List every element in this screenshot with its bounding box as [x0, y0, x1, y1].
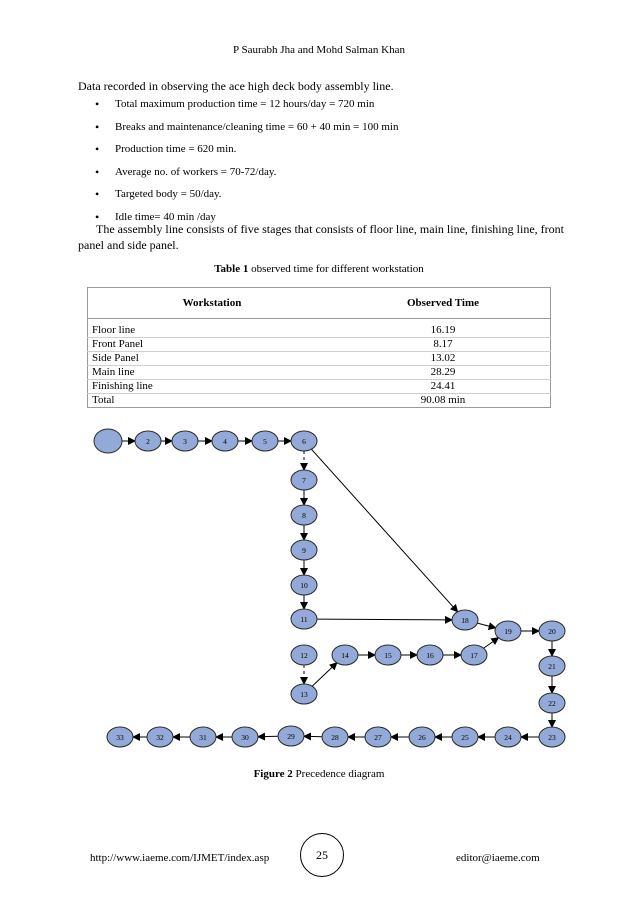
precedence-arrow-13-to-14	[312, 663, 337, 686]
bullet-item: • Breaks and maintenance/cleaning time = 60 + 40 min = 100 min	[78, 120, 578, 143]
bullet-item: • Average no. of workers = 70-72/day.	[78, 165, 578, 188]
workstation-cell: Main line	[88, 366, 337, 380]
bullet-item: • Idle time= 40 min /day	[78, 210, 578, 233]
precedence-node-11	[291, 609, 317, 629]
header-workstation: Workstation	[88, 288, 337, 319]
node-label: 16	[426, 651, 434, 660]
precedence-node-12	[291, 645, 317, 665]
node-label: 6	[302, 437, 306, 446]
table-caption-text: observed time for different workstation	[248, 263, 424, 275]
precedence-node-33	[107, 727, 133, 747]
node-label: 20	[548, 627, 556, 636]
precedence-node-6	[291, 431, 317, 451]
bullet-item: • Total maximum production time = 12 hours/day = 720 min	[78, 97, 578, 120]
precedence-node-31	[190, 727, 216, 747]
node-label: 25	[461, 733, 469, 742]
precedence-node-17	[461, 645, 487, 665]
running-head: P Saurabh Jha and Mohd Salman Khan	[233, 44, 405, 56]
precedence-node-3	[172, 431, 198, 451]
figure-caption-label: Figure 2	[253, 768, 293, 780]
node-label: 21	[548, 662, 556, 671]
precedence-node-18	[452, 610, 478, 630]
footer-url: http://www.iaeme.com/IJMET/index.asp	[90, 852, 270, 864]
observed-time-cell: 16.19	[430, 324, 456, 336]
precedence-node-25	[452, 727, 478, 747]
precedence-arrow-6-to-18	[311, 449, 457, 612]
node-label: 14	[341, 651, 349, 660]
precedence-node-32	[147, 727, 173, 747]
precedence-arrow-18-to-19	[477, 623, 495, 628]
precedence-node-19	[495, 621, 521, 641]
node-label: 19	[504, 627, 512, 636]
node-label: 9	[302, 546, 306, 555]
observed-time-cell: 28.29	[336, 366, 551, 380]
figure-caption-text: Precedence diagram	[292, 768, 385, 780]
node-label: 32	[156, 733, 164, 742]
precedence-node-21	[539, 656, 565, 676]
node-label: 29	[287, 732, 295, 741]
body-paragraph: The assembly line consists of five stages that consists of floor line, main line, finishing line, front panel and side panel.	[78, 222, 564, 252]
precedence-node-30	[232, 727, 258, 747]
diagram-edges	[121, 441, 552, 737]
precedence-node-24	[495, 727, 521, 747]
node-label: 11	[300, 615, 308, 624]
workstation-cell: Total	[88, 394, 337, 408]
node-label: 24	[504, 733, 512, 742]
precedence-node-4	[212, 431, 238, 451]
observed-time-cell: 90.08 min	[336, 394, 551, 408]
precedence-node-13	[291, 684, 317, 704]
diagram-nodes	[94, 429, 565, 747]
node-label: 31	[199, 733, 207, 742]
precedence-node-14	[332, 645, 358, 665]
node-label: 27	[374, 733, 382, 742]
precedence-node-20	[539, 621, 565, 641]
precedence-node-2	[135, 431, 161, 451]
table-caption-label: Table 1	[214, 263, 249, 275]
precedence-node-29	[278, 726, 304, 746]
node-label: 7	[302, 476, 306, 485]
precedence-node-26	[409, 727, 435, 747]
precedence-arrow-17-to-19	[484, 638, 499, 648]
node-label: 8	[302, 511, 306, 520]
node-label: 28	[331, 733, 339, 742]
bullet-item: • Production time = 620 min.	[78, 142, 578, 165]
node-label: 26	[418, 733, 426, 742]
workstation-cell: Front Panel	[88, 338, 337, 352]
observed-time-cell: 24.41	[336, 380, 551, 394]
precedence-node-22	[539, 693, 565, 713]
observed-time-cell: 13.02	[336, 352, 551, 366]
node-label: 33	[116, 733, 124, 742]
footer-email: editor@iaeme.com	[456, 852, 540, 864]
figure-caption	[0, 768, 638, 780]
node-label: 17	[470, 651, 478, 660]
precedence-node-28	[322, 727, 348, 747]
node-label: 13	[300, 690, 308, 699]
precedence-node-10	[291, 575, 317, 595]
node-label: 2	[146, 437, 150, 446]
precedence-node-5	[252, 431, 278, 451]
precedence-node-start	[94, 429, 122, 453]
workstation-cell: Side Panel	[88, 352, 337, 366]
precedence-node-16	[417, 645, 443, 665]
node-label: 4	[223, 437, 227, 446]
node-label: 5	[263, 437, 267, 446]
precedence-node-23	[539, 727, 565, 747]
node-label: 30	[241, 733, 249, 742]
node-label: 18	[461, 616, 469, 625]
workstation-cell: Finishing line	[88, 380, 337, 394]
node-label: 10	[300, 581, 308, 590]
node-label: 22	[548, 699, 556, 708]
node-label: 23	[548, 733, 556, 742]
precedence-arrow-11-to-18	[317, 619, 452, 620]
observed-time-cell: 8.17	[336, 338, 551, 352]
node-label: 3	[183, 437, 187, 446]
node-label: 12	[300, 651, 308, 660]
precedence-node-9	[291, 540, 317, 560]
precedence-node-7	[291, 470, 317, 490]
header-observed-time: Observed Time	[336, 288, 551, 319]
bullet-item: • Targeted body = 50/day.	[78, 187, 578, 210]
node-label: 15	[384, 651, 392, 660]
workstation-cell: Floor line	[92, 324, 136, 336]
precedence-node-15	[375, 645, 401, 665]
node-ellipse	[94, 429, 122, 453]
precedence-node-27	[365, 727, 391, 747]
intro-text: Data recorded in observing the ace high deck body assembly line.	[78, 79, 394, 93]
precedence-node-8	[291, 505, 317, 525]
page-number: 25	[300, 833, 344, 877]
